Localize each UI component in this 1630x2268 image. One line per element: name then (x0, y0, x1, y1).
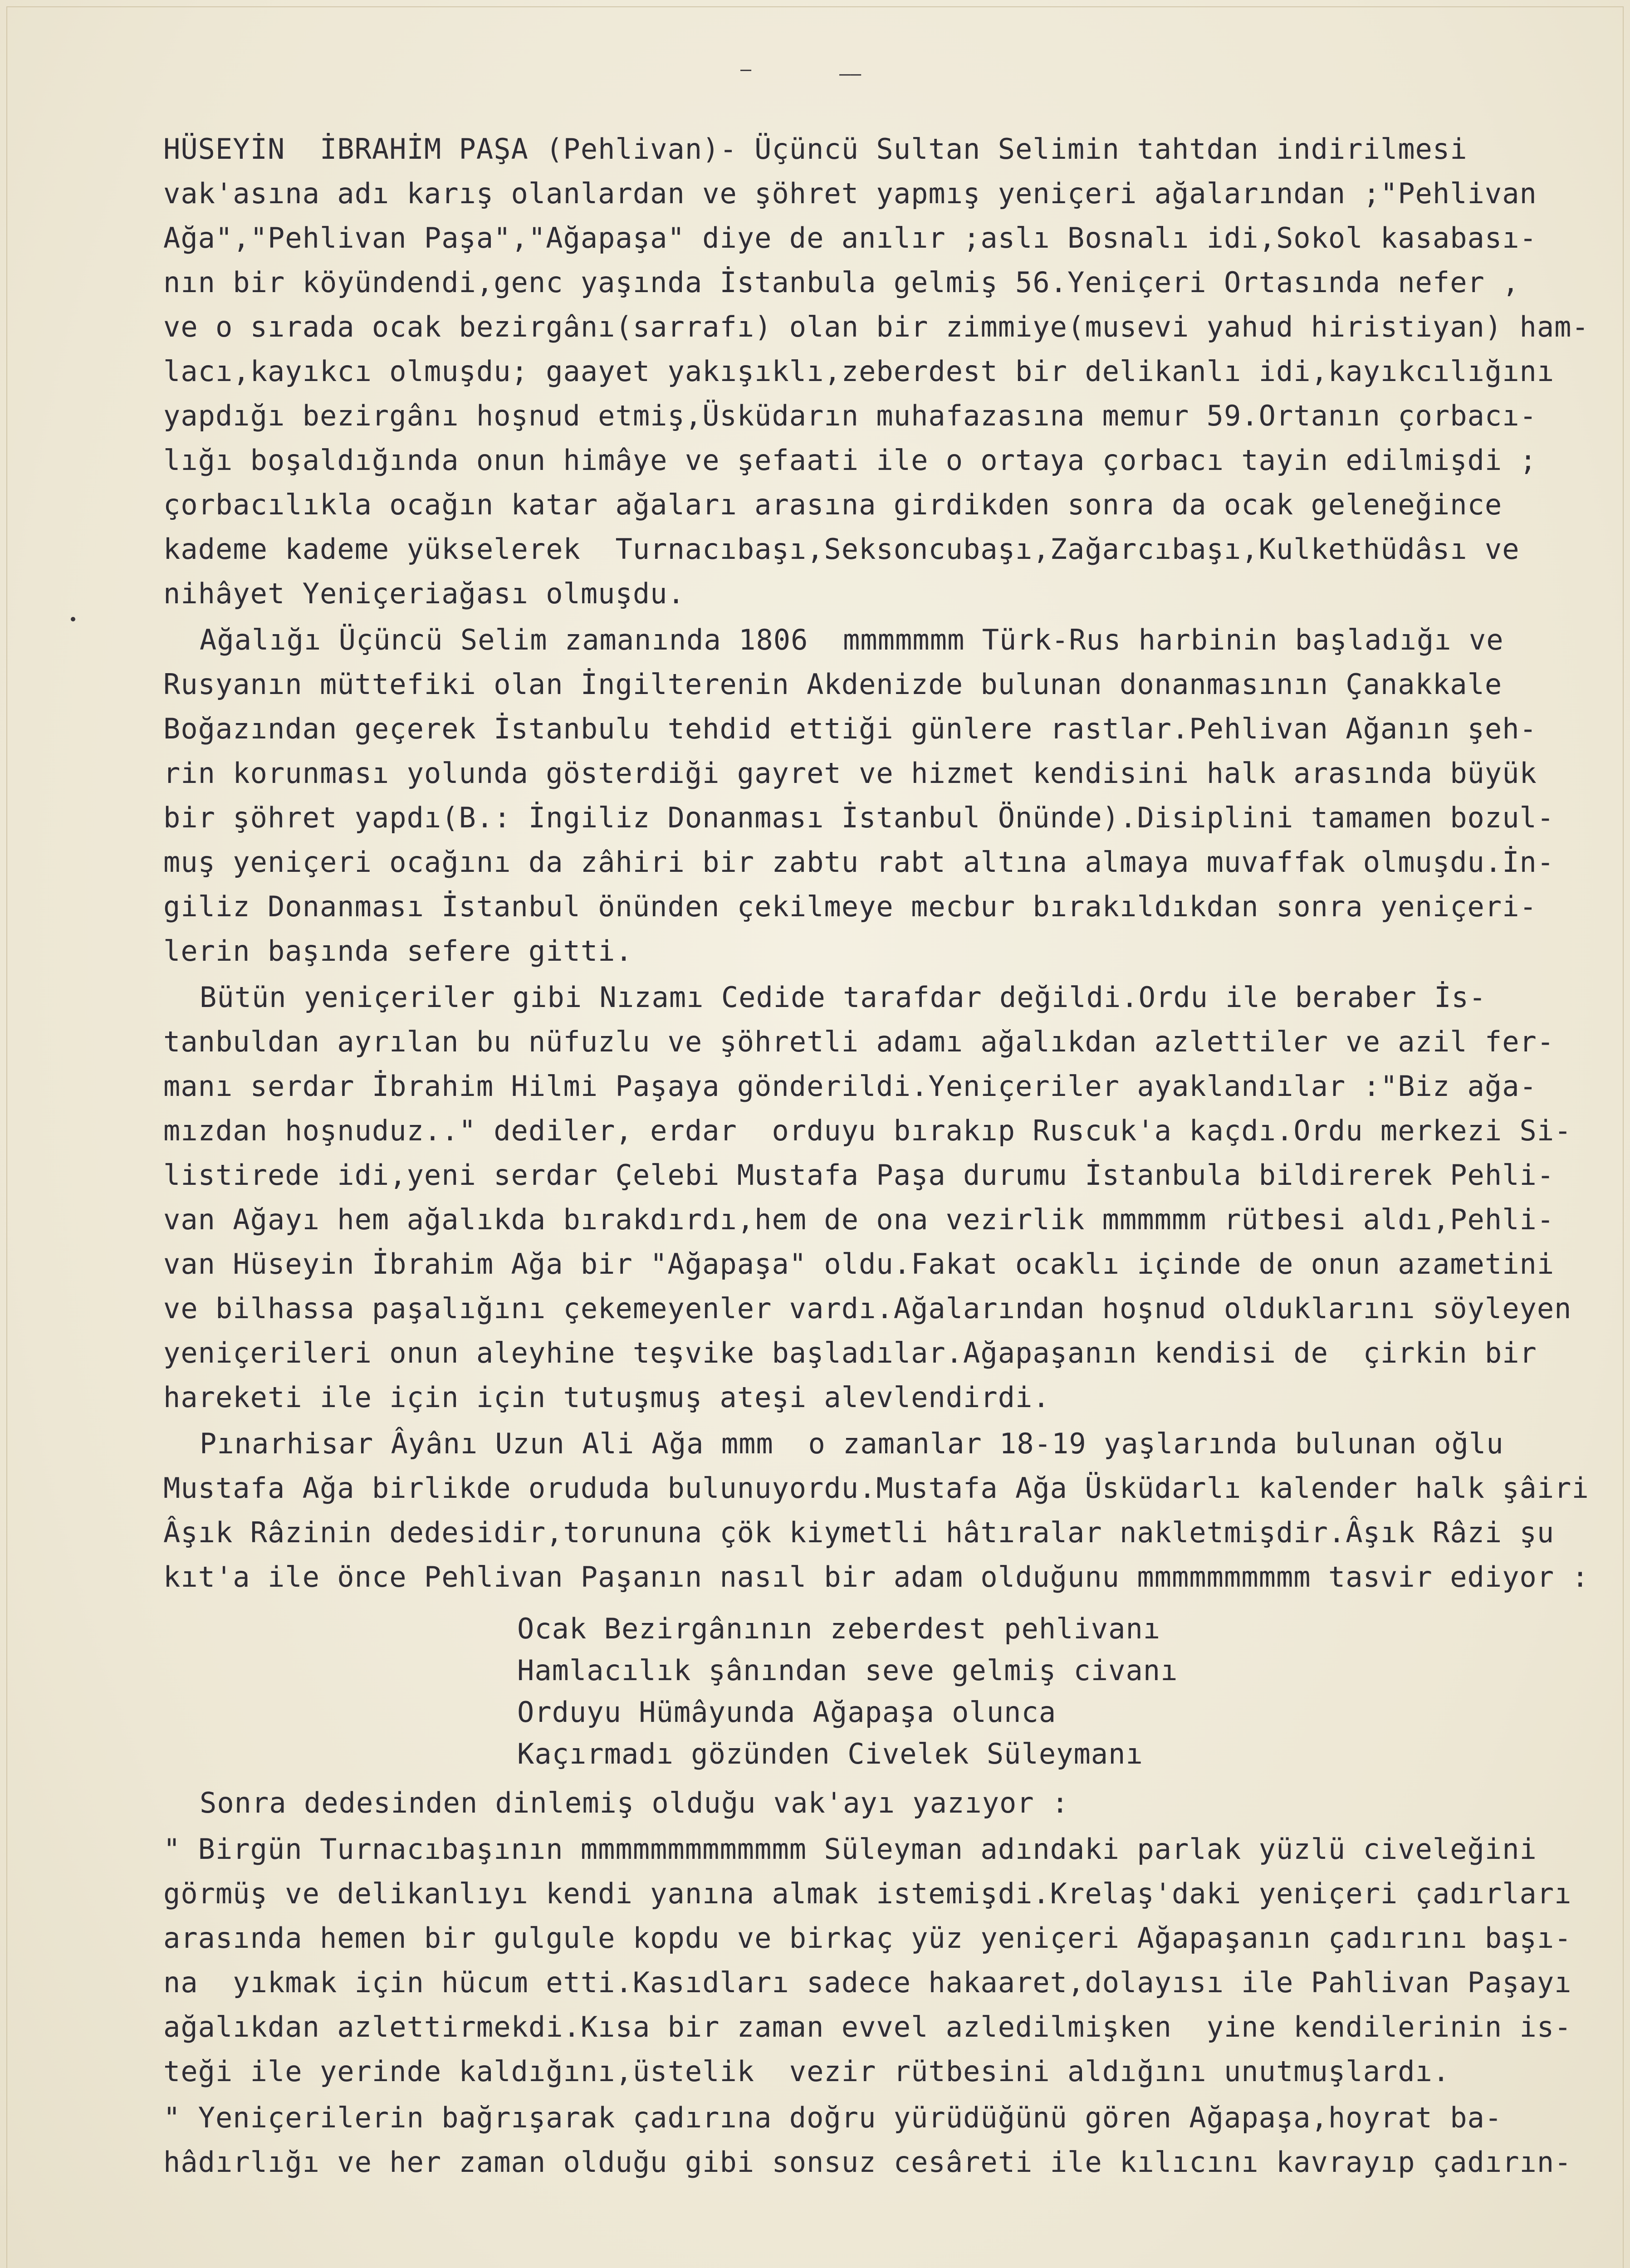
top-mark-left: – (740, 59, 752, 80)
text-line: teği ile yerinde kaldığını,üstelik vezir rütbesini aldığını unutmuşlardı. (163, 2055, 1450, 2088)
text-line: Ağa","Pehlivan Paşa","Ağapaşa" diye de anılır ;aslı Bosnalı idi,Sokol kasabası- (163, 221, 1537, 254)
text-line: arasında hemen bir gulgule kopdu ve birkaç yüz yeniçeri Ağapaşanın çadırını başı- (163, 1921, 1572, 1955)
text-line: HÜSEYİN İBRAHİM PAŞA (Pehlivan)- Üçüncü Sultan Selimin tahtdan indirilmesi (163, 132, 1468, 166)
verse-line: Hamlacılık şânından seve gelmiş civanı (517, 1654, 1178, 1687)
paragraph-p2 (163, 618, 1579, 973)
text-line: hareketi ile için için tutuşmuş ateşi alevlendirdi. (163, 1381, 1050, 1414)
text-line: Pınarhisar Âyânı Uzun Ali Ağa mmm o zamanlar 18-19 yaşlarında bulunan oğlu (200, 1427, 1504, 1460)
paragraph-p1 (163, 127, 1589, 616)
text-line: tanbuldan ayrılan bu nüfuzlu ve şöhretli adamı ağalıkdan azlettiler ve azil fer- (163, 1025, 1555, 1058)
text-line: çorbacılıkla ocağın katar ağaları arasına girdikden sonra da ocak geleneğince (163, 488, 1503, 521)
text-line: van Ağayı hem ağalıkda bırakdırdı,hem de ona vezirlik mmmmmm rütbesi aldı,Pehli- (163, 1203, 1555, 1236)
text-line: van Hüseyin İbrahim Ağa bir "Ağapaşa" oldu.Fakat ocaklı içinde de onun azametini (163, 1247, 1555, 1281)
text-line: kıt'a ile önce Pehlivan Paşanın nasıl bir adam olduğunu mmmmmmmmmm tasvir ediyor : (163, 1560, 1589, 1593)
paragraph-p3 (163, 975, 1579, 1420)
margin-dot (71, 617, 75, 621)
text-line: na yıkmak için hücum etti.Kasıdları sadece hakaaret,dolayısı ile Pahlivan Paşayı (163, 1966, 1572, 1999)
verse-line: Orduyu Hümâyunda Ağapaşa olunca (517, 1696, 1057, 1729)
text-line: kademe kademe yükselerek Turnacıbaşı,Seksoncubaşı,Zağarcıbaşı,Kulkethüdâsı ve (163, 533, 1520, 566)
text-line: " Yeniçerilerin bağrışarak çadırına doğru yürüdüğünü gören Ağapaşa,hoyrat ba- (163, 2101, 1503, 2134)
text-line: rin korunması yolunda gösterdiği gayret ve hizmet kendisini halk arasında büyük (163, 757, 1537, 790)
text-line: Rusyanın müttefiki olan İngilterenin Akdenizde bulunan donanmasının Çanakkale (163, 668, 1503, 701)
text-line: vak'asına adı karış olanlardan ve şöhret yapmış yeniçeri ağalarından ;"Pehlivan (163, 177, 1537, 210)
paragraph-c1 (163, 1781, 1579, 1825)
text-line: mızdan hoşnuduz.." dediler, erdar orduyu bırakıp Ruscuk'a kaçdı.Ordu merkezi Si- (163, 1114, 1572, 1147)
verse-line: Kaçırmadı gözünden Civelek Süleymanı (517, 1737, 1143, 1770)
top-mark-right: –– (839, 64, 862, 84)
paragraph-p4 (163, 1422, 1589, 1599)
text-line: Ağalığı Üçüncü Selim zamanında 1806 mmmmmmm Türk-Rus harbinin başladığı ve (200, 623, 1504, 656)
text-line: ve o sırada ocak bezirgânı(sarrafı) olan bir zimmiye(musevi yahud hiristiyan) ham- (163, 310, 1589, 343)
text-line: manı serdar İbrahim Hilmi Paşaya gönderildi.Yeniçeriler ayaklandılar :"Biz ağa- (163, 1070, 1537, 1103)
text-line: Mustafa Ağa birlikde orududa bulunuyordu.Mustafa Ağa Üsküdarlı kalender halk şâiri (163, 1471, 1589, 1505)
text-line: bir şöhret yapdı(B.: İngiliz Donanması İstanbul Önünde).Disiplini tamamen bozul- (163, 801, 1555, 834)
text-line: giliz Donanması İstanbul önünden çekilmeye mecbur bırakıldıkdan sonra yeniçeri- (163, 890, 1537, 923)
text-line: " Birgün Turnacıbaşının mmmmmmmmmmmmm Süleyman adındaki parlak yüzlü civeleğini (163, 1833, 1537, 1866)
text-line: Bütün yeniçeriler gibi Nızamı Cedide tarafdar değildi.Ordu ile beraber İs- (200, 981, 1487, 1014)
text-line: Âşık Râzinin dedesidir,torununa çök kiymetli hâtıralar nakletmişdir.Âşık Râzi şu (163, 1516, 1555, 1549)
text-line: görmüş ve delikanlıyı kendi yanına almak istemişdi.Krelaş'daki yeniçeri çadırları (163, 1877, 1572, 1910)
document-body (163, 127, 1589, 2186)
text-line: listirede idi,yeni serdar Çelebi Mustafa Paşa durumu İstanbula bildirerek Pehli- (163, 1158, 1555, 1192)
text-line: nihâyet Yeniçeriağası olmuşdu. (163, 577, 685, 610)
text-line: yapdığı bezirgânı hoşnud etmiş,Üsküdarın muhafazasına memur 59.Ortanın çorbacı- (163, 399, 1537, 432)
text-line: lerin başında sefere gitti. (163, 934, 633, 968)
text-line: Boğazından geçerek İstanbulu tehdid ettiği günlere rastlar.Pehlivan Ağanın şeh- (163, 712, 1537, 745)
paragraph-c2 (163, 1827, 1579, 2094)
text-line: Sonra dedesinden dinlemiş olduğu vak'ayı yazıyor : (200, 1786, 1069, 1819)
verse-line: Ocak Bezirgânının zeberdest pehlivanı (517, 1612, 1161, 1645)
text-line: lığı boşaldığında onun himâye ve şefaati ile o ortaya çorbacı tayin edilmişdi ; (163, 444, 1537, 477)
text-line: ve bilhassa paşalığını çekemeyenler vardı.Ağalarından hoşnud olduklarını söyleyen (163, 1292, 1572, 1325)
text-line: muş yeniçeri ocağını da zâhiri bir zabtu rabt altına almaya muvaffak olmuşdu.İn- (163, 846, 1555, 879)
text-line: ağalıkdan azlettirmekdi.Kısa bir zaman evvel azledilmişken yine kendilerinin is- (163, 2010, 1572, 2043)
paragraph-c3 (163, 2096, 1579, 2185)
text-line: yeniçerileri onun aleyhine teşvike başladılar.Ağapaşanın kendisi de çirkin bir (163, 1336, 1537, 1369)
text-line: hâdırlığı ve her zaman olduğu gibi sonsuz cesâreti ile kılıcını kavrayıp çadırın- (163, 2146, 1572, 2179)
text-line: nın bir köyündendi,genc yaşında İstanbula gelmiş 56.Yeniçeri Ortasında nefer , (163, 266, 1520, 299)
verse-block (163, 1607, 1579, 1774)
text-line: lacı,kayıkcı olmuşdu; gaayet yakışıklı,zeberdest bir delikanlı idi,kayıkcılığını (163, 355, 1555, 388)
